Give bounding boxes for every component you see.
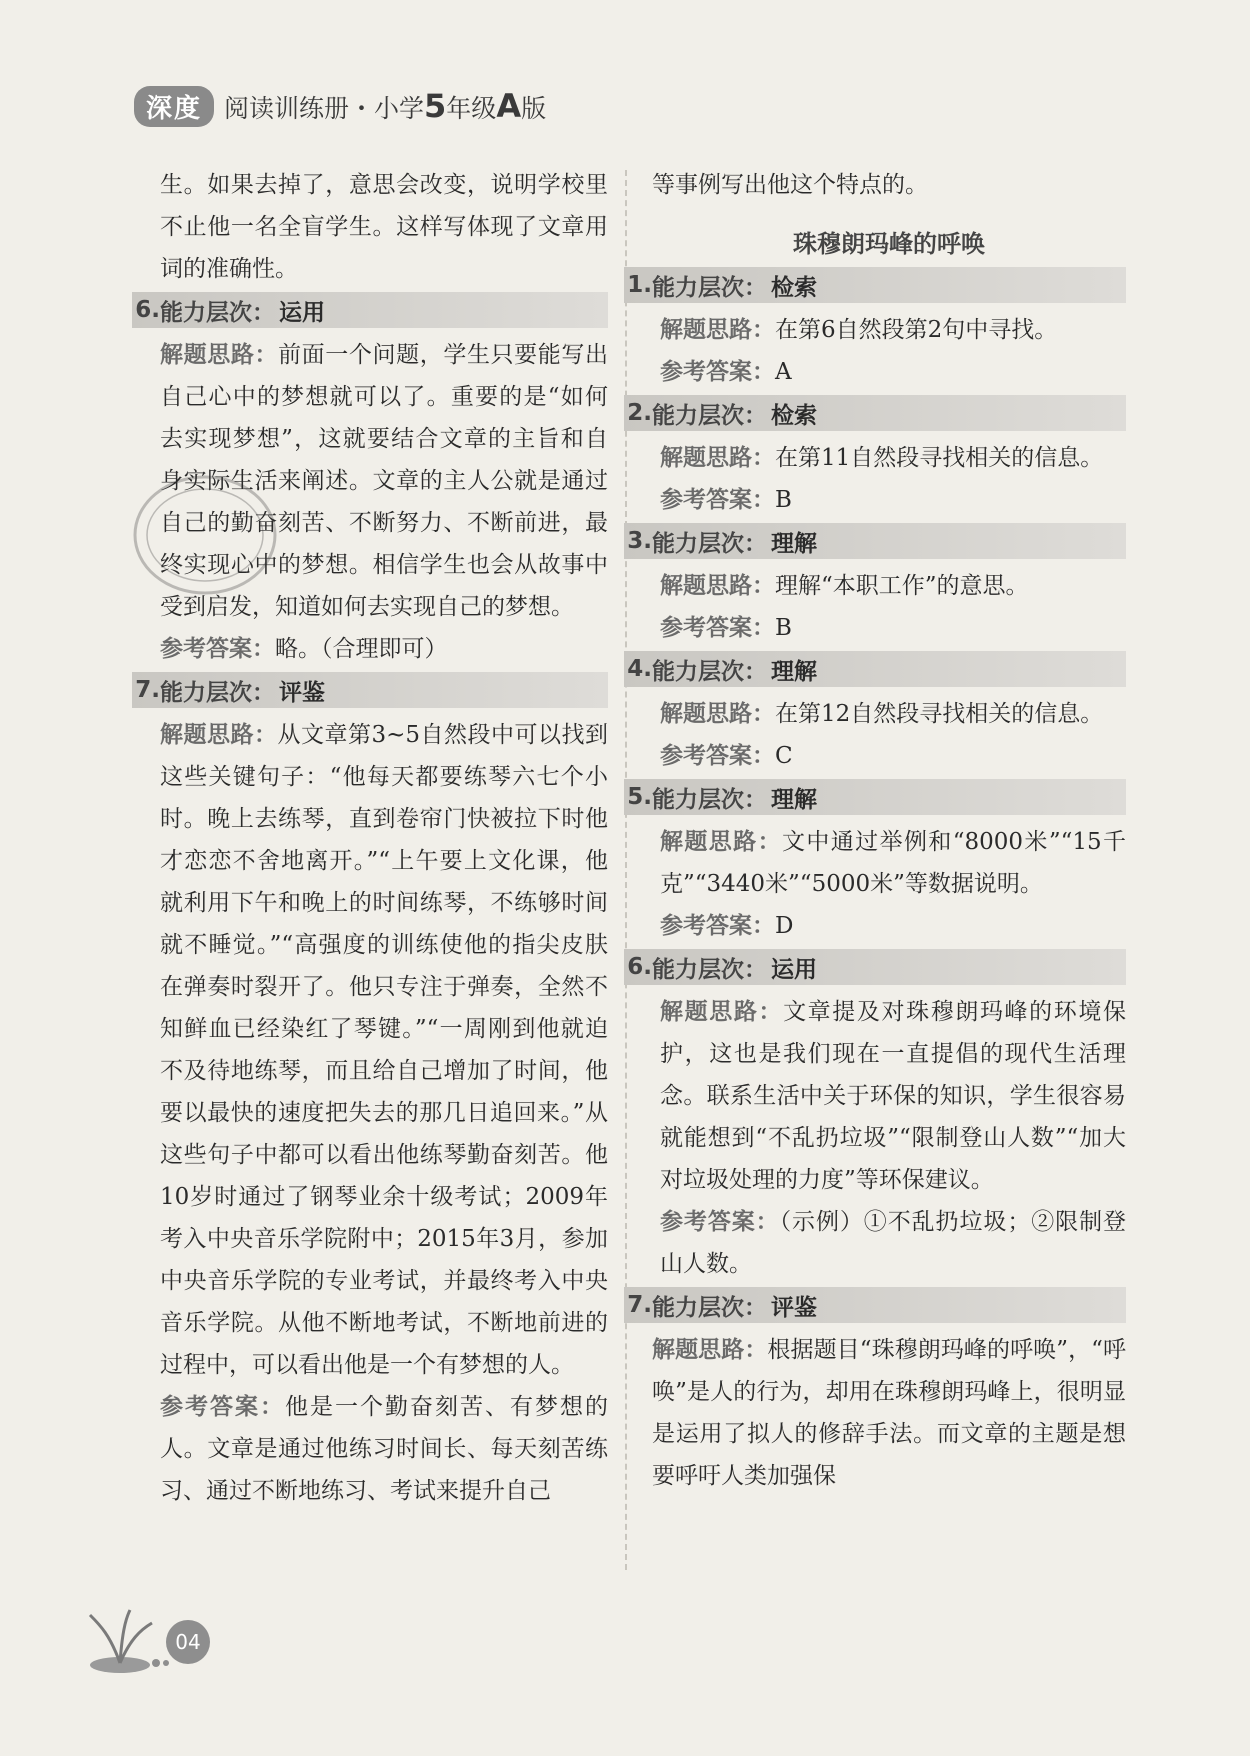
answer-text: 参考答案：B	[660, 487, 792, 513]
r-q7-thinking: 解题思路：根据题目“珠穆朗玛峰的呼唤”，“呼唤”是人的行为，却用在珠穆朗玛峰上，很明显是运用了拟人的修辞手法。而文章的主题是想要呼吁人类加强保	[652, 1337, 1127, 1489]
page-number: 04	[166, 1620, 210, 1664]
q7-level-bar: 7. 能力层次： 评鉴	[132, 672, 608, 708]
level-bar: 4. 能力层次： 理解	[624, 651, 1126, 687]
thinking-text: 解题思路：文中通过举例和“8000米”“15千克”“3440米”“5000米”等数据说明。	[660, 829, 1127, 897]
level-bar: 6. 能力层次： 运用	[624, 949, 1126, 985]
q7-thinking: 解题思路：从文章第3~5自然段中可以找到这些关键句子：“他每天都要练琴六七个小时。晚上去练琴，直到卷帘门快被拉下时他才恋恋不舍地离开。”“上午要上文化课，他就利用下午和晚上的时间练琴，不练够时间就不睡觉。”“高强度的训练使他的指尖皮肤在弹奏时裂开了。他只专注于弹奏，全然不知鲜血已经染红了琴键。”“一周刚到他就迫不及待地练琴，而且给自己增加了时间，他要以最快的速度把失去的那几日追回来。”从这些句子中都可以看出他练琴勤奋刻苦。他10岁时通过了钢琴业余十级考试；2009年考入中央音乐学院附中；2015年3月，参加中央音乐学院的专业考试，并最终考入中央音乐学院。从他不断地考试，不断地前进的过程中，可以看出他是一个有梦想的人。	[160, 722, 609, 1378]
thinking-text: 解题思路：文章提及对珠穆朗玛峰的环境保护，这也是我们现在一直提倡的现代生活理念。联系生活中关于环保的知识，学生很容易就能想到“不乱扔垃圾”“限制登山人数”“加大对垃圾处理的力度”等环保建议。	[660, 999, 1127, 1193]
right-column	[627, 164, 1127, 1497]
section-title: 珠穆朗玛峰的呼唤	[793, 230, 985, 258]
thinking-text: 解题思路：理解“本职工作”的意思。	[660, 573, 1029, 599]
answer-text: 参考答案：A	[660, 359, 792, 385]
answer-text: 参考答案：D	[660, 913, 794, 939]
answer-text: 参考答案：B	[660, 615, 792, 641]
answer-text: 参考答案：（示例）①不乱扔垃圾；②限制登山人数。	[660, 1209, 1127, 1277]
brand-badge: 深度	[134, 86, 214, 127]
q7-answer: 参考答案：他是一个勤奋刻苦、有梦想的人。文章是通过他练习时间长、每天刻苦练习、通过不断地练习、考试来提升自己	[160, 1394, 608, 1504]
level-bar: 1. 能力层次： 检索	[624, 267, 1126, 303]
thinking-text: 解题思路：在第12自然段寻找相关的信息。	[660, 701, 1104, 727]
page-header	[134, 86, 546, 126]
level-bar: 5. 能力层次： 理解	[624, 779, 1126, 815]
thinking-text: 解题思路：在第11自然段寻找相关的信息。	[660, 445, 1104, 471]
left-column	[135, 164, 609, 1512]
answer-list	[627, 267, 1127, 1285]
level-bar: 2. 能力层次： 检索	[624, 395, 1126, 431]
q6-answer: 参考答案：略。（合理即可）	[160, 636, 448, 662]
intro-text: 生。如果去掉了，意思会改变，说明学校里不止他一名全盲学生。这样写体现了文章用词的准确性。	[160, 172, 608, 282]
book-title: 阅读训练册・小学5年级A版	[224, 87, 547, 125]
r-q7-level-bar: 7. 能力层次： 评鉴	[624, 1287, 1126, 1323]
level-bar: 3. 能力层次： 理解	[624, 523, 1126, 559]
answer-text: 参考答案：C	[660, 743, 793, 769]
continuation-text: 等事例写出他这个特点的。	[652, 172, 928, 198]
q6-level-bar: 6. 能力层次： 运用	[132, 292, 608, 328]
thinking-text: 解题思路：在第6自然段第2句中寻找。	[660, 317, 1058, 343]
q6-thinking: 解题思路：前面一个问题，学生只要能写出自己心中的梦想就可以了。重要的是“如何去实现梦想”，这就要结合文章的主旨和自身实际生活来阐述。文章的主人公就是通过自己的勤奋刻苦、不断努力、不断前进，最终实现心中的梦想。相信学生也会从故事中受到启发，知道如何去实现自己的梦想。	[160, 342, 609, 620]
column-divider	[625, 170, 627, 1570]
